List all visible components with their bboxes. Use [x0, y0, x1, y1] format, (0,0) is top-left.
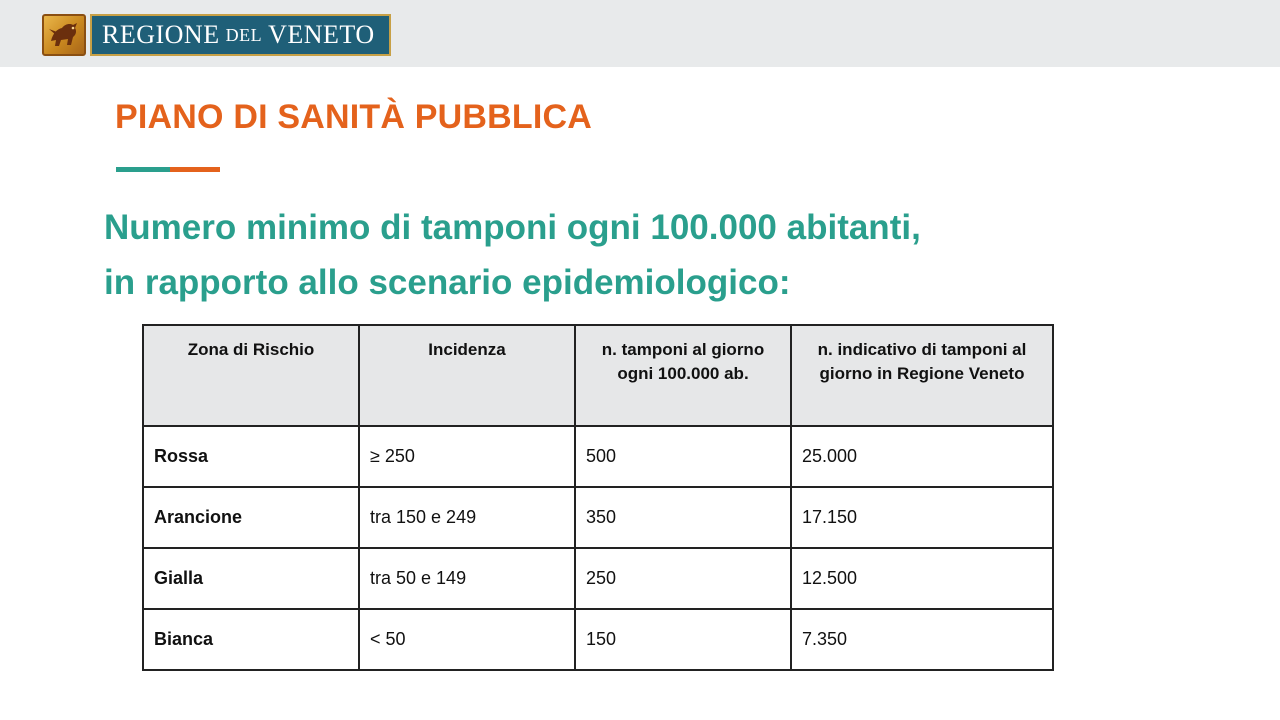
tests-region-cell: 17.150 [791, 487, 1053, 548]
incidence-cell: tra 50 e 149 [359, 548, 575, 609]
logo-word-del: DEL [225, 24, 263, 45]
zone-cell: Gialla [143, 548, 359, 609]
headline-line-2: in rapporto allo scenario epidemiologico: [104, 263, 791, 302]
table-row [143, 426, 1053, 487]
logo-word-veneto: VENETO [268, 20, 375, 49]
slide-headline [104, 200, 1104, 310]
tests-region-cell: 7.350 [791, 609, 1053, 670]
tests-region-cell: 12.500 [791, 548, 1053, 609]
tests-per-100k-cell: 350 [575, 487, 791, 548]
table-header-row [143, 325, 1053, 426]
header-tamponi-regione-veneto: n. indicativo di tamponi al giorno in Regione Veneto [791, 325, 1053, 426]
title-underline-orange [170, 167, 220, 172]
logo-word-regione: REGIONE [102, 20, 220, 49]
zone-cell: Arancione [143, 487, 359, 548]
logo-banner [90, 14, 391, 56]
header-tamponi-per-100000: n. tamponi al giorno ogni 100.000 ab. [575, 325, 791, 426]
regione-veneto-logo [42, 14, 391, 56]
headline-line-1: Numero minimo di tamponi ogni 100.000 abitanti, [104, 208, 921, 247]
header-zona-di-rischio: Zona di Rischio [143, 325, 359, 426]
header-bar [0, 0, 1280, 67]
incidence-cell: tra 150 e 249 [359, 487, 575, 548]
header-incidenza: Incidenza [359, 325, 575, 426]
zone-cell: Bianca [143, 609, 359, 670]
table-row [143, 548, 1053, 609]
tests-per-100k-cell: 250 [575, 548, 791, 609]
tests-per-100k-cell: 150 [575, 609, 791, 670]
title-underline-teal [116, 167, 170, 172]
zone-cell: Rossa [143, 426, 359, 487]
incidence-cell: ≥ 250 [359, 426, 575, 487]
table-row [143, 609, 1053, 670]
lion-of-saint-mark-icon [42, 14, 86, 56]
table-row [143, 487, 1053, 548]
tests-per-100k-cell: 500 [575, 426, 791, 487]
section-title: PIANO DI SANITÀ PUBBLICA [115, 98, 593, 136]
risk-zone-table [142, 324, 1054, 671]
incidence-cell: < 50 [359, 609, 575, 670]
tests-region-cell: 25.000 [791, 426, 1053, 487]
